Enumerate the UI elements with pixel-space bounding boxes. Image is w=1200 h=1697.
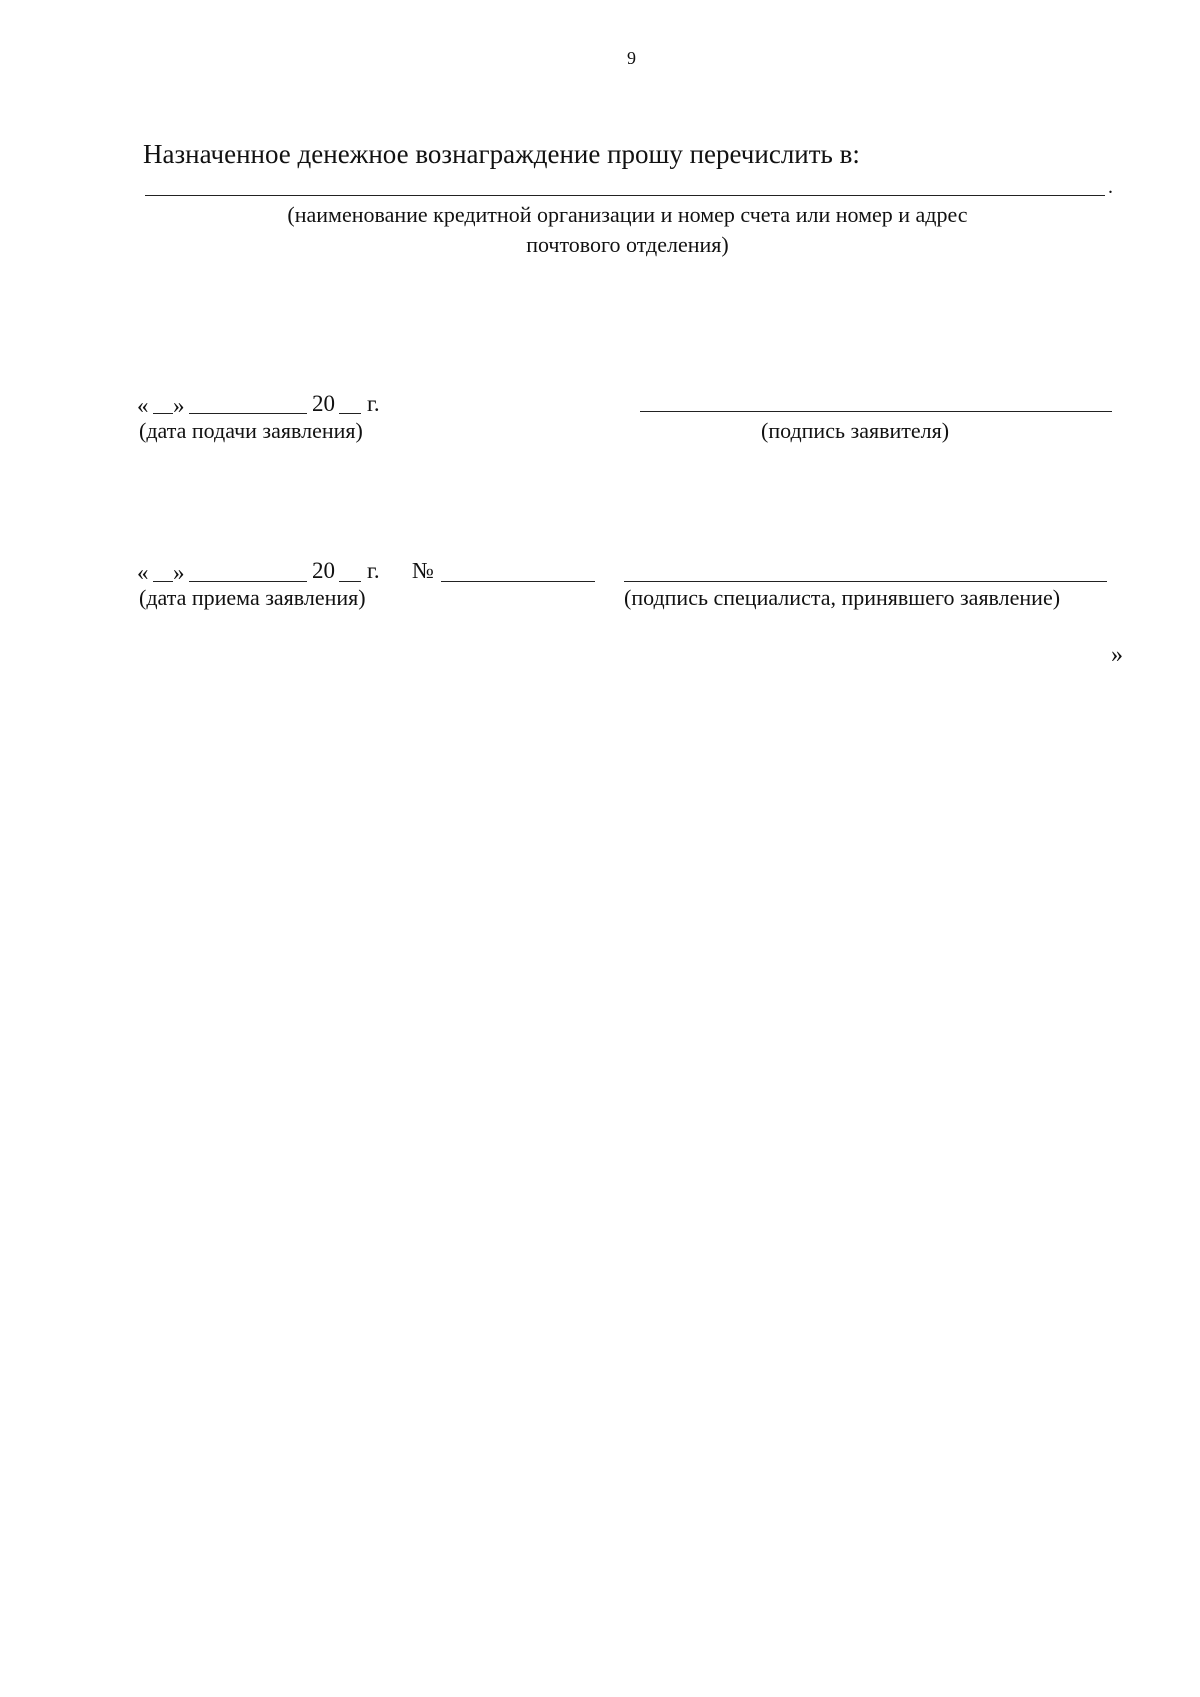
page-number: 9 <box>627 48 636 68</box>
acceptance-year-suffix: г. <box>367 558 380 583</box>
acceptance-date-caption: (дата приема заявления) <box>139 585 366 610</box>
submission-quote-close: » <box>173 393 185 418</box>
closing-quote-mark: » <box>1111 642 1123 668</box>
acceptance-year-field[interactable] <box>339 581 361 582</box>
bank-details-caption-line2: почтового отделения) <box>526 232 729 257</box>
bank-details-caption-line1: (наименование кредитной организации и номер счета или номер и адрес <box>287 202 968 227</box>
specialist-signature-caption: (подпись специалиста, принявшего заявление) <box>624 585 1061 610</box>
submission-month-field[interactable] <box>189 413 307 414</box>
submission-year-suffix: г. <box>367 391 380 416</box>
acceptance-year-prefix: 20 <box>312 558 335 583</box>
acceptance-number-field[interactable] <box>441 581 595 582</box>
applicant-signature-caption: (подпись заявителя) <box>761 418 950 443</box>
bank-details-caption <box>0 200 1200 260</box>
acceptance-day-field[interactable] <box>153 581 173 582</box>
specialist-signature-field[interactable] <box>624 581 1107 582</box>
acceptance-month-field[interactable] <box>189 581 307 582</box>
submission-year-field[interactable] <box>339 413 361 414</box>
acceptance-number-sign: № <box>412 558 434 583</box>
acceptance-quote-open: « <box>137 560 149 585</box>
submission-day-field[interactable] <box>153 413 173 414</box>
submission-quote-open: « <box>137 393 149 418</box>
submission-date-caption: (дата подачи заявления) <box>139 418 363 443</box>
bank-details-field[interactable] <box>145 195 1105 196</box>
submission-year-prefix: 20 <box>312 391 335 416</box>
payment-request-text: Назначенное денежное вознаграждение прошу перечислить в: <box>143 139 860 169</box>
bank-details-end-dot: . <box>1108 176 1113 198</box>
acceptance-quote-close: » <box>173 560 185 585</box>
applicant-signature-field[interactable] <box>640 411 1112 412</box>
